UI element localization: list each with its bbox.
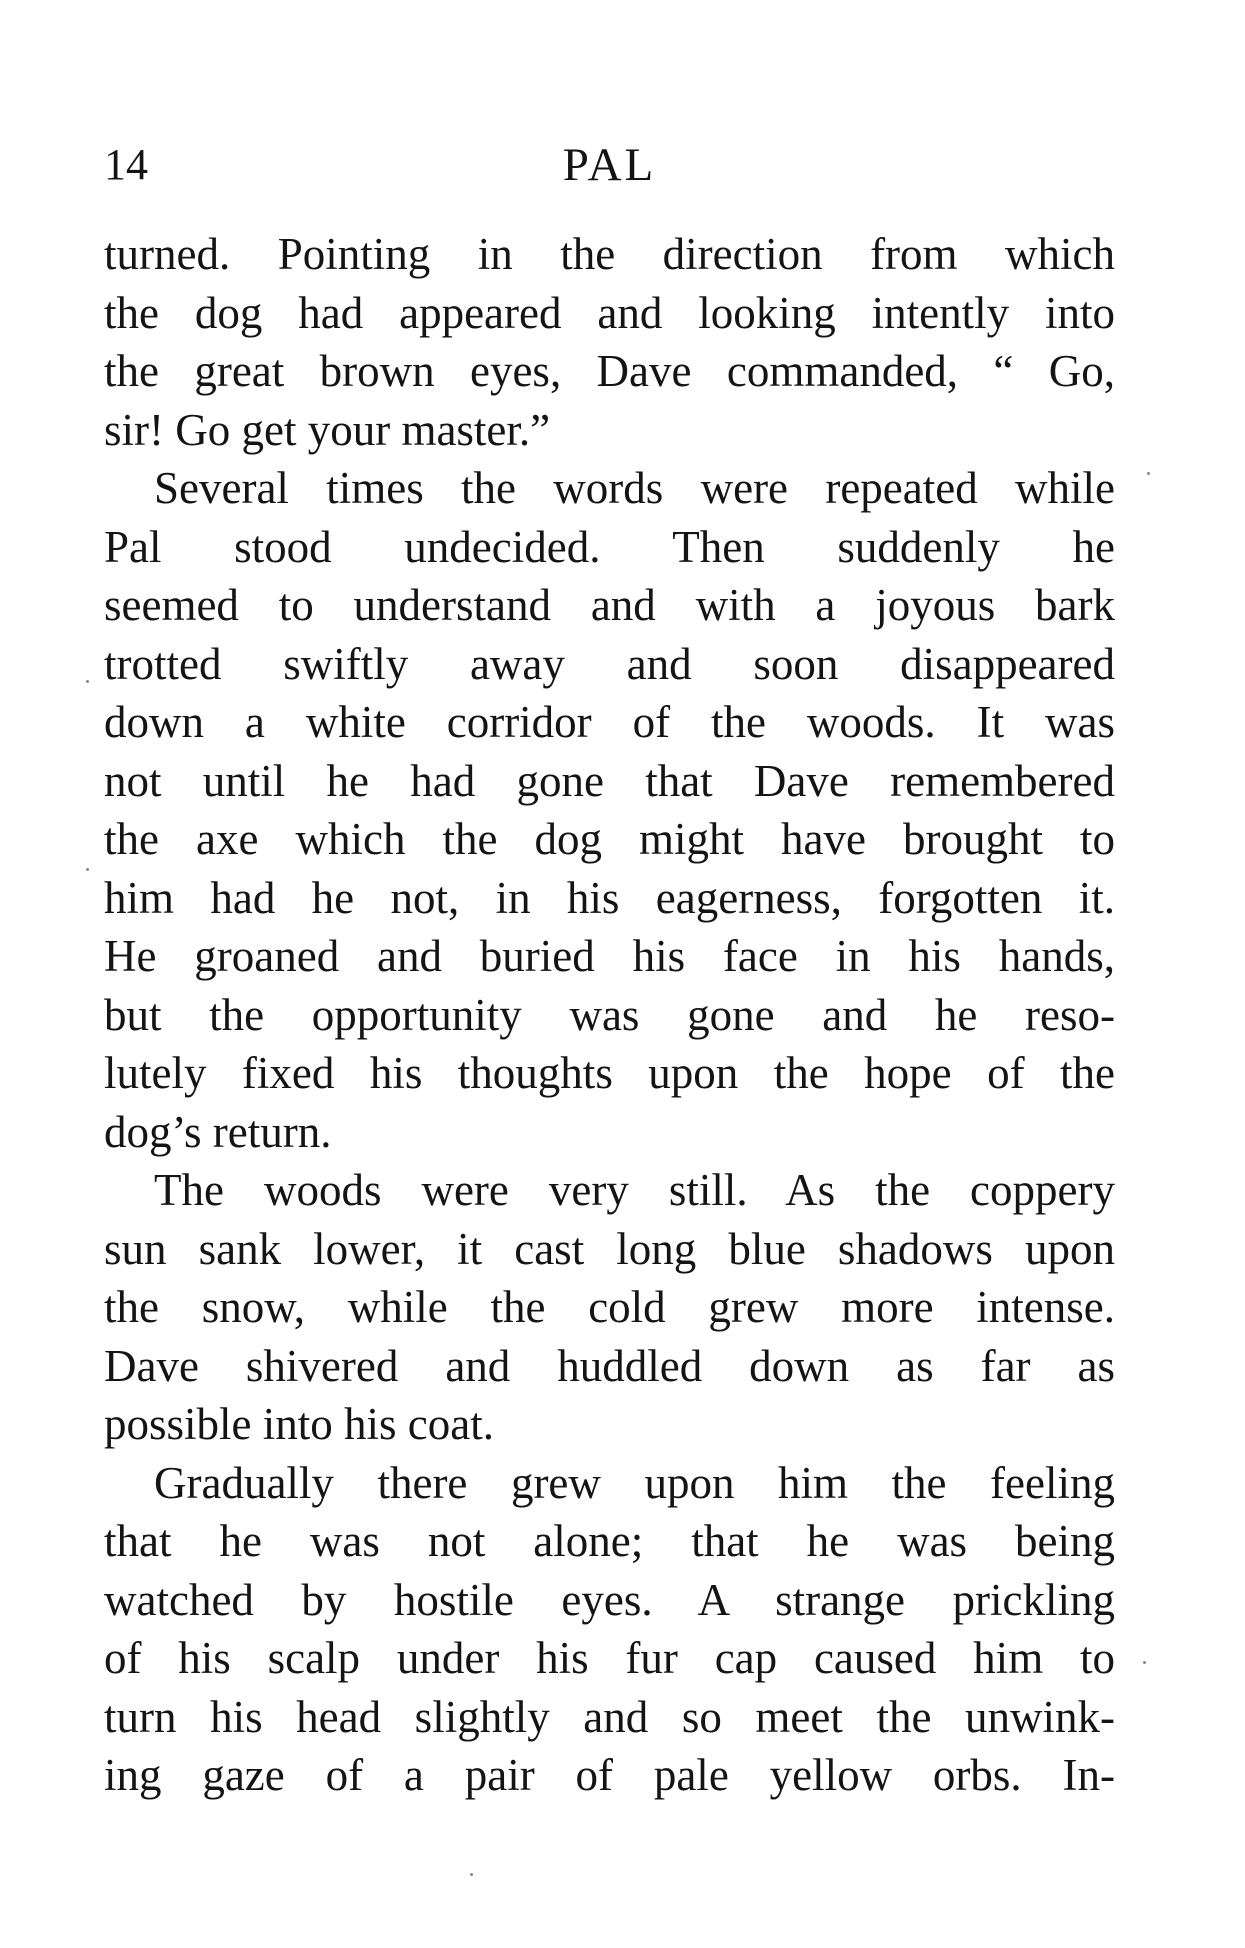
text-line: the dog had appeared and looking intently into [104, 287, 1115, 338]
text-line: He groaned and buried his face in his hands, [104, 931, 1115, 981]
paper-speck [1143, 1661, 1146, 1664]
text-line: sir! Go get your master.” [104, 404, 551, 455]
text-line: not until he had gone that Dave remembered [104, 755, 1115, 806]
text-line: lutely fixed his thoughts upon the hope of the [104, 1048, 1115, 1098]
paragraph [104, 459, 1115, 1161]
text-line: the axe which the dog might have brought to [104, 814, 1115, 864]
paper-speck [86, 680, 89, 683]
text-line: possible into his coat. [104, 1399, 494, 1449]
text-line: watched by hostile eyes. A strange prickling [104, 1574, 1115, 1625]
text-line: Gradually there grew upon him the feeling [154, 1457, 1115, 1508]
text-line: that he was not alone; that he was being [104, 1516, 1115, 1566]
paragraph [104, 225, 1115, 459]
running-head [104, 135, 1115, 205]
text-line: seemed to understand and with a joyous bark [104, 580, 1115, 630]
text-line: ing gaze of a pair of pale yellow orbs. In- [104, 1750, 1115, 1800]
paper-speck [470, 1873, 473, 1876]
paragraph [104, 1161, 1115, 1454]
text-line: Pal stood undecided. Then suddenly he [104, 521, 1115, 572]
text-line: sun sank lower, it cast long blue shadows upon [104, 1223, 1115, 1274]
text-line: but the opportunity was gone and he reso- [104, 989, 1115, 1040]
text-line: trotted swiftly away and soon disappeared [104, 638, 1115, 689]
body-text [104, 225, 1115, 1805]
page-number: 14 [104, 140, 148, 189]
paper-speck [86, 868, 89, 871]
text-line: dog’s return. [104, 1106, 332, 1157]
text-line: turned. Pointing in the direction from which [104, 229, 1115, 279]
text-line: Several times the words were repeated while [154, 463, 1115, 513]
text-line: down a white corridor of the woods. It was [104, 697, 1115, 747]
text-line: of his scalp under his fur cap caused him to [104, 1633, 1115, 1683]
paper-speck [1147, 472, 1150, 475]
text-line: the snow, while the cold grew more intense. [104, 1282, 1115, 1332]
paragraph [104, 1454, 1115, 1805]
text-line: him had he not, in his eagerness, forgotten it. [104, 872, 1115, 923]
text-line: Dave shivered and huddled down as far as [104, 1340, 1115, 1391]
text-line: the great brown eyes, Dave commanded, “ Go, [104, 346, 1115, 396]
text-line: turn his head slightly and so meet the unwink- [104, 1691, 1115, 1742]
text-line: The woods were very still. As the coppery [154, 1165, 1115, 1215]
running-title: PAL [562, 139, 657, 191]
